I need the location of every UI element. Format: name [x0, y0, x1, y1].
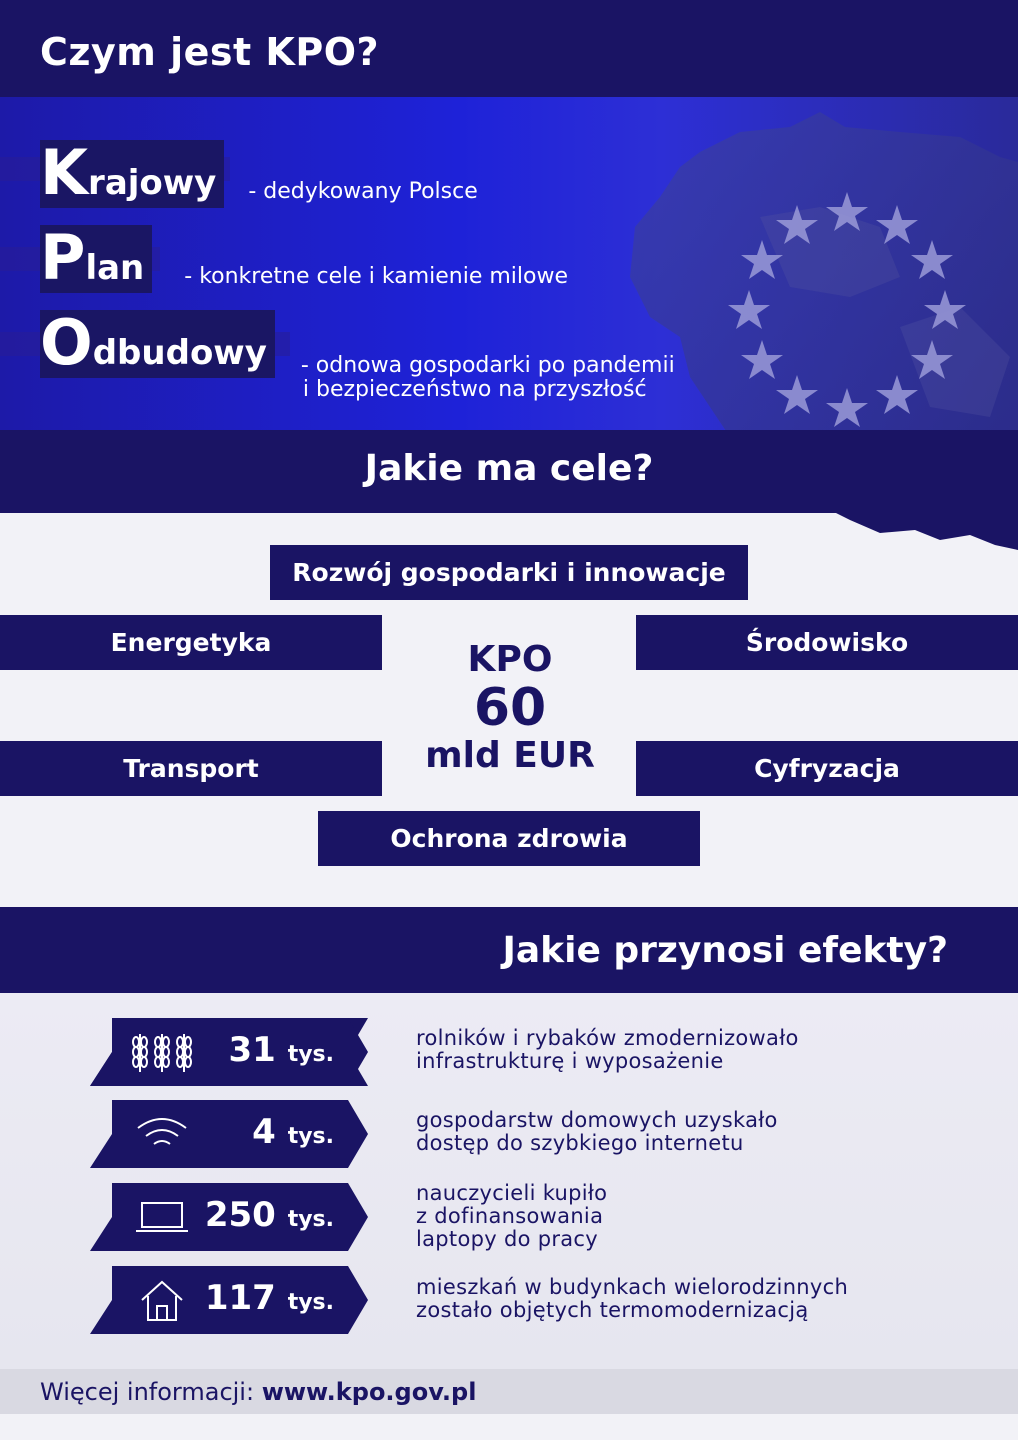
goal-energy — [0, 615, 382, 670]
laptop-icon — [130, 1195, 194, 1239]
wifi-icon — [130, 1112, 194, 1156]
effect-value: 117 tys. — [204, 1278, 334, 1318]
acronym-initial: K — [40, 136, 89, 209]
acronym-row-p — [40, 221, 569, 294]
acronym-word-rest: dbudowy — [92, 333, 267, 373]
effect-badge-internet — [90, 1100, 368, 1168]
footer-label: Więcej informacji: — [40, 1378, 255, 1406]
acronym-initial: O — [40, 306, 93, 379]
goal-economy — [270, 545, 748, 600]
acronym-row-o — [40, 306, 675, 402]
acronym-word-rest: lan — [85, 248, 145, 288]
goal-label: Cyfryzacja — [754, 754, 900, 783]
acronym-word-rest: rajowy — [88, 163, 217, 203]
effects-title: Jakie przynosi efekty? — [502, 930, 948, 971]
wheat-icon — [130, 1030, 194, 1074]
effect-value: 250 tys. — [204, 1195, 334, 1235]
acronym-description: - konkretne cele i kamienie milowe — [184, 263, 569, 289]
footer-link[interactable]: www.kpo.gov.pl — [261, 1378, 477, 1406]
effect-description-internet: gospodarstw domowych uzyskało dostęp do szybkiego internetu — [416, 1108, 778, 1155]
goal-label: Środowisko — [745, 628, 909, 657]
effect-value: 4 tys. — [252, 1112, 334, 1152]
goal-environment — [636, 615, 1018, 670]
effect-badge-farmers — [90, 1018, 368, 1086]
effect-badge-housing — [90, 1266, 368, 1334]
acronym-description: - odnowa gospodarki po pandemii — [300, 352, 675, 378]
effect-value: 31 tys. — [228, 1030, 334, 1070]
goal-transport — [0, 741, 382, 796]
effect-description-teachers: nauczycieli kupiło z dofinansowania laptopy do pracy — [416, 1181, 608, 1251]
goal-label: Rozwój gospodarki i innowacje — [292, 558, 726, 587]
goal-label: Energetyka — [110, 628, 272, 657]
goal-digital — [636, 741, 1018, 796]
goals-title: Jakie ma cele? — [364, 448, 654, 489]
acronym-description: - dedykowany Polsce — [248, 178, 478, 204]
goal-health — [318, 811, 700, 866]
goal-label: Ochrona zdrowia — [390, 824, 628, 853]
effect-badge-teachers — [90, 1183, 368, 1251]
kpo-unit: mld EUR — [425, 735, 595, 776]
page-title: Czym jest KPO? — [40, 30, 380, 74]
house-icon — [130, 1278, 194, 1322]
kpo-budget — [390, 640, 630, 776]
acronym-row-k — [40, 136, 478, 209]
acronym-description: i bezpieczeństwo na przyszłość — [302, 376, 647, 402]
goal-label: Transport — [123, 754, 259, 783]
effect-description-farmers: rolników i rybaków zmodernizowało infrastrukturę i wyposażenie — [416, 1026, 799, 1073]
kpo-label: KPO — [467, 639, 553, 680]
map-tail-shape — [820, 505, 1018, 555]
footer-info — [40, 1378, 476, 1406]
acronym-initial: P — [40, 221, 86, 294]
kpo-amount: 60 — [473, 678, 547, 738]
effect-description-housing: mieszkań w budynkach wielorodzinnych zostało objętych termomodernizacją — [416, 1275, 849, 1322]
